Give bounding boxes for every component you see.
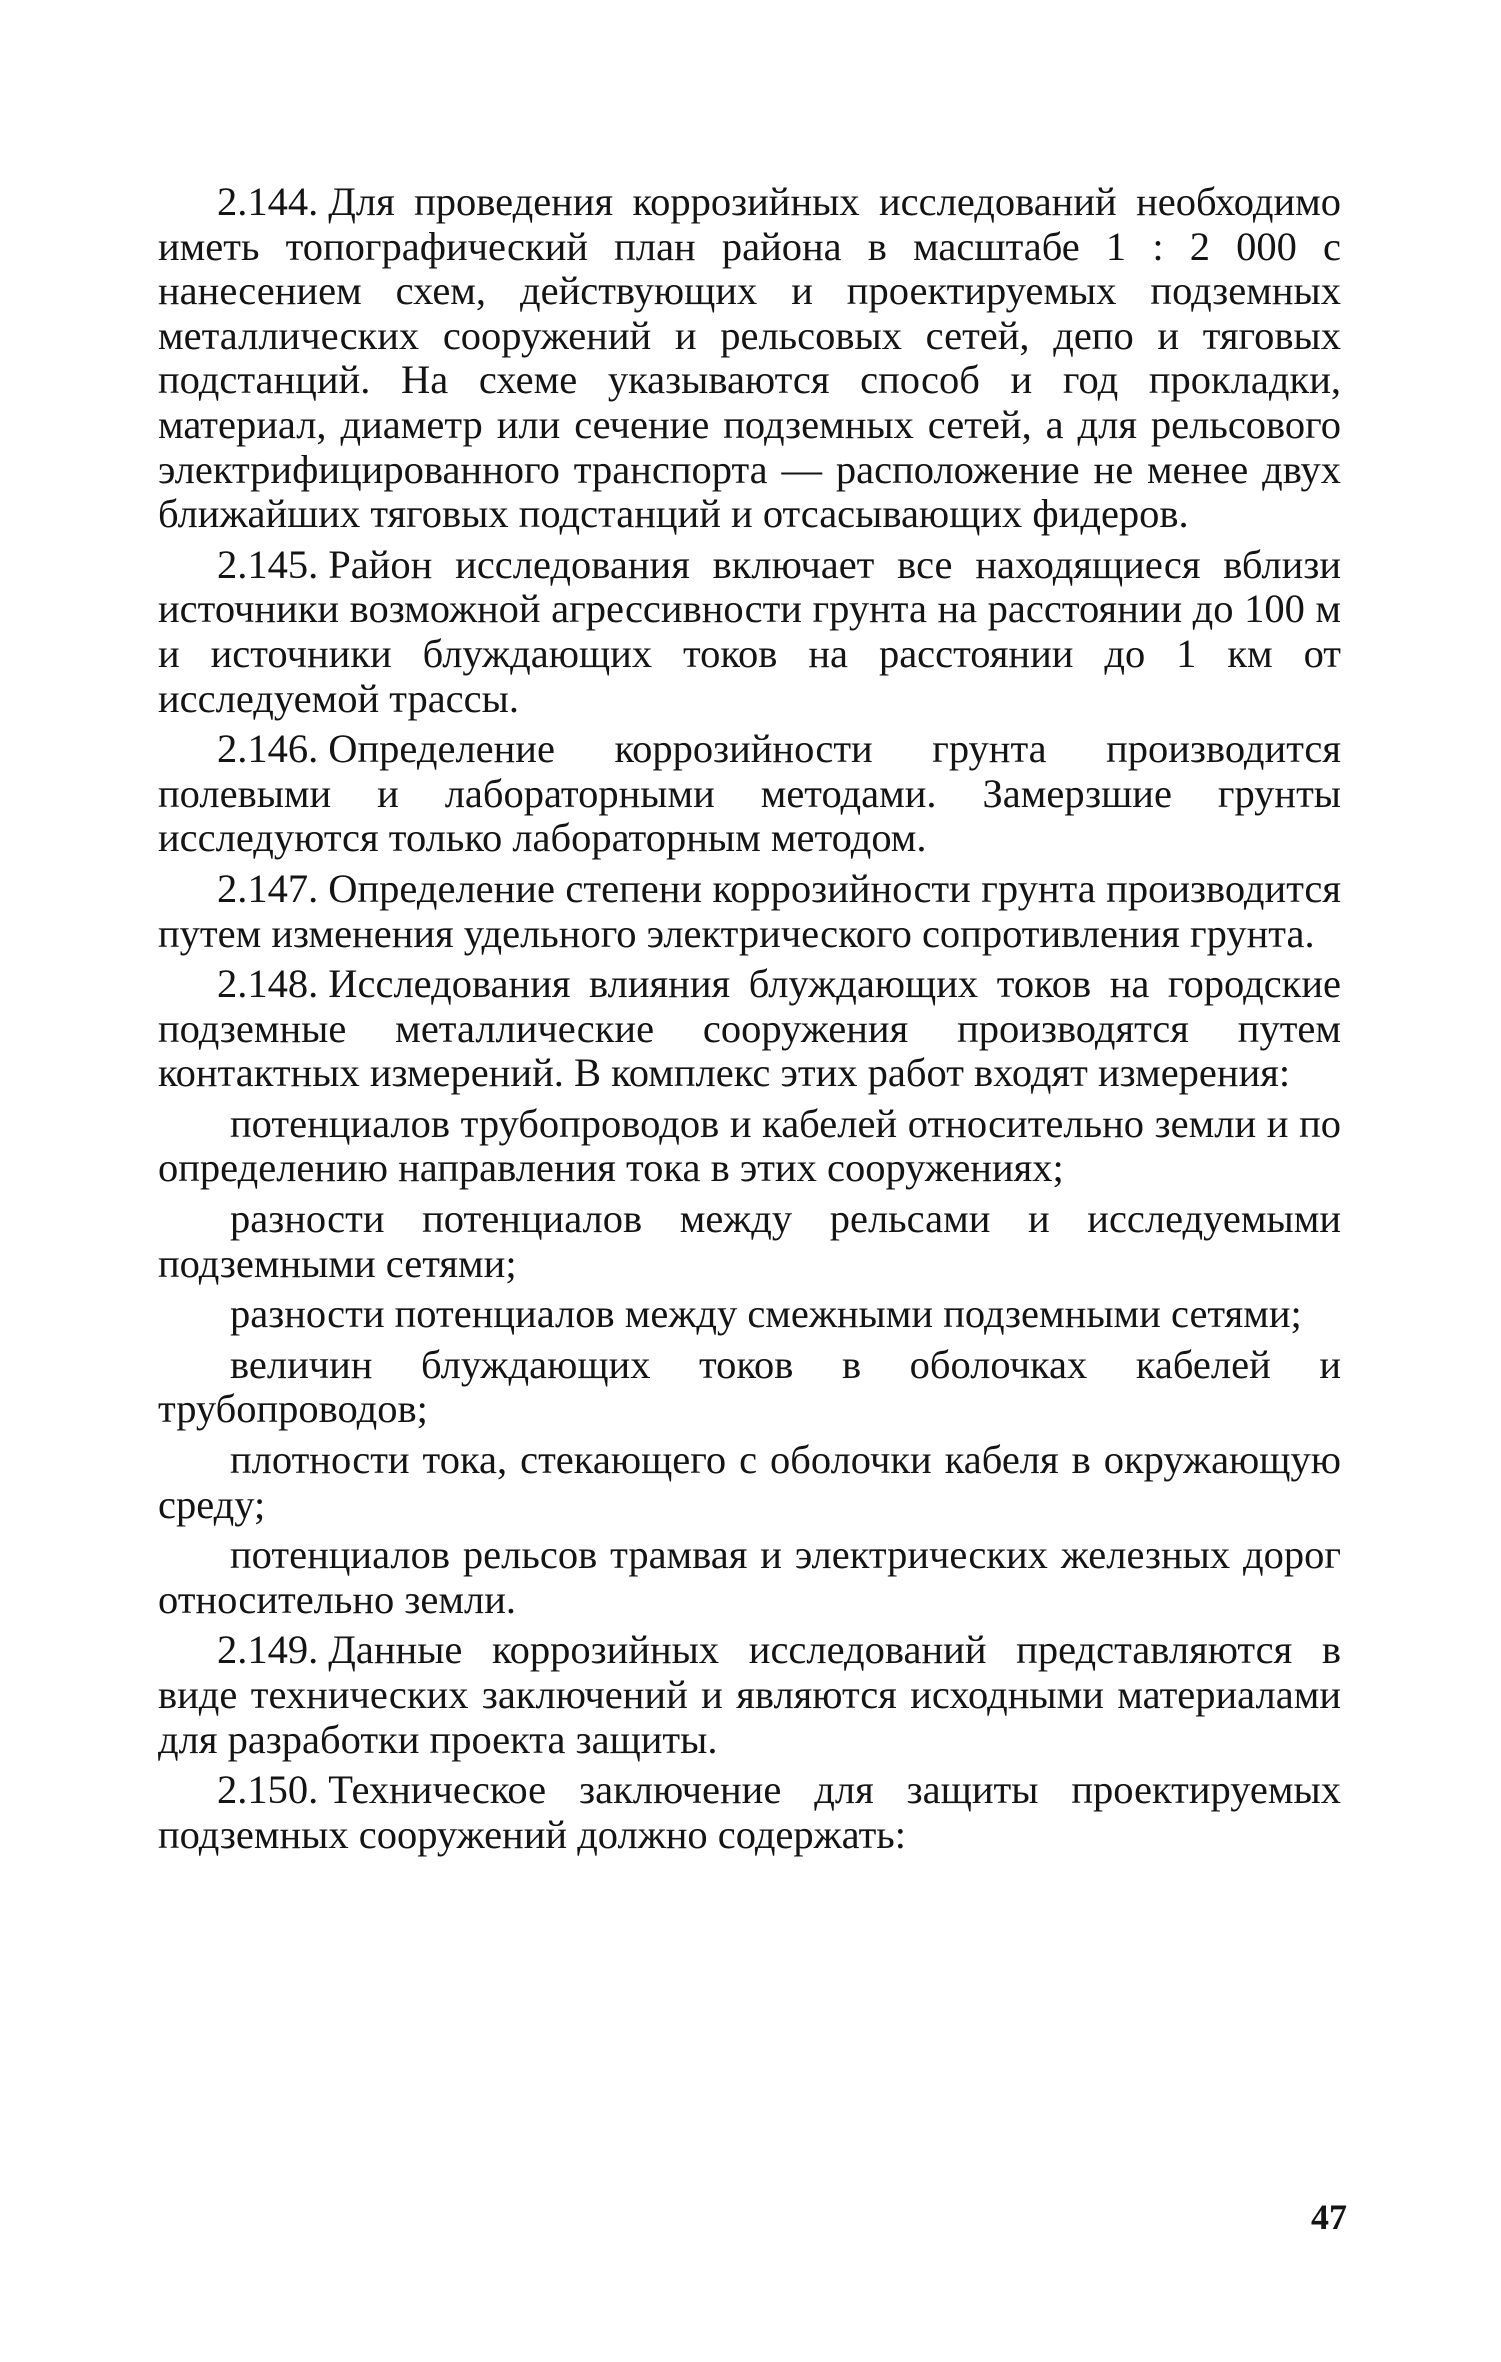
list-item: величин блуждающих токов в оболочках кабелей и трубопроводов; (158, 1341, 1341, 1432)
list-item: разности потенциалов между рельсами и исследуемыми подземными сетями; (158, 1196, 1341, 1286)
list-item: потенциалов трубопроводов и кабелей относительно земли и по определению направления тока в этих сооружениях; (158, 1100, 1341, 1191)
paragraph-2-150 (158, 1768, 1341, 1857)
page-number: 47 (1311, 2197, 1347, 2237)
paragraph-number: 2.146. (217, 726, 319, 772)
paragraph-2-149 (158, 1628, 1341, 1762)
list-item: потенциалов рельсов трамвая и электрических железных дорог относительно земли. (158, 1532, 1341, 1622)
paragraph-text: Данные коррозийных исследований представляются в виде технических заключений и являются исходными материалами для разработки проекта защиты. (158, 1627, 1341, 1762)
paragraph-text: Определение коррозийности грунта производится полевыми и лабораторными методами. Замерзшие грунты исследуются только лабораторным методом. (158, 726, 1341, 861)
paragraph-number: 2.150. (217, 1767, 319, 1813)
paragraph-number: 2.145. (217, 541, 319, 587)
paragraph-2-144 (158, 180, 1341, 537)
paragraph-text: Для проведения коррозийных исследований необходимо иметь топографический план района в масштабе 1 : 2 000 с нанесением схем, действующих и проектируемых подземных металлических сооружений и рельсовых сетей, депо и тяговых подстанций. На схеме указываются способ и год прокладки, материал, диаметр или сечение подземных сетей, а для рельсового электрифицированного транспорта — расположение не менее двух ближайших тяговых подстанций и отсасывающих фидеров. (158, 179, 1341, 537)
paragraph-2-146 (158, 727, 1341, 861)
paragraph-number: 2.149. (217, 1627, 319, 1673)
paragraph-number: 2.144. (217, 179, 319, 224)
list-item: плотности тока, стекающего с оболочки кабеля в окружающую среду; (158, 1437, 1341, 1527)
paragraph-2-147 (158, 867, 1341, 956)
paragraph-2-148 (158, 962, 1341, 1096)
list-item: разности потенциалов между смежными подземными сетями; (230, 1291, 1302, 1337)
paragraph-2-145 (158, 543, 1341, 721)
paragraph-text: Исследования влияния блуждающих токов на городские подземные металлические сооружения производятся путем контактных измерений. В комплекс этих работ входят измерения: (158, 961, 1341, 1096)
paragraph-text: Определение степени коррозийности грунта производится путем изменения удельного электрического сопротивления грунта. (158, 865, 1341, 956)
paragraph-number: 2.147. (217, 865, 319, 911)
paragraph-number: 2.148. (217, 961, 319, 1007)
paragraph-text: Техническое заключение для защиты проектируемых подземных сооружений должно содержать: (158, 1767, 1341, 1857)
page-body (158, 180, 1341, 1863)
paragraph-text: Район исследования включает все находящиеся вблизи источники возможной агрессивности грунта на расстоянии до 100 м и источники блуждающих токов на расстоянии до 1 км от исследуемой трассы. (158, 541, 1341, 721)
